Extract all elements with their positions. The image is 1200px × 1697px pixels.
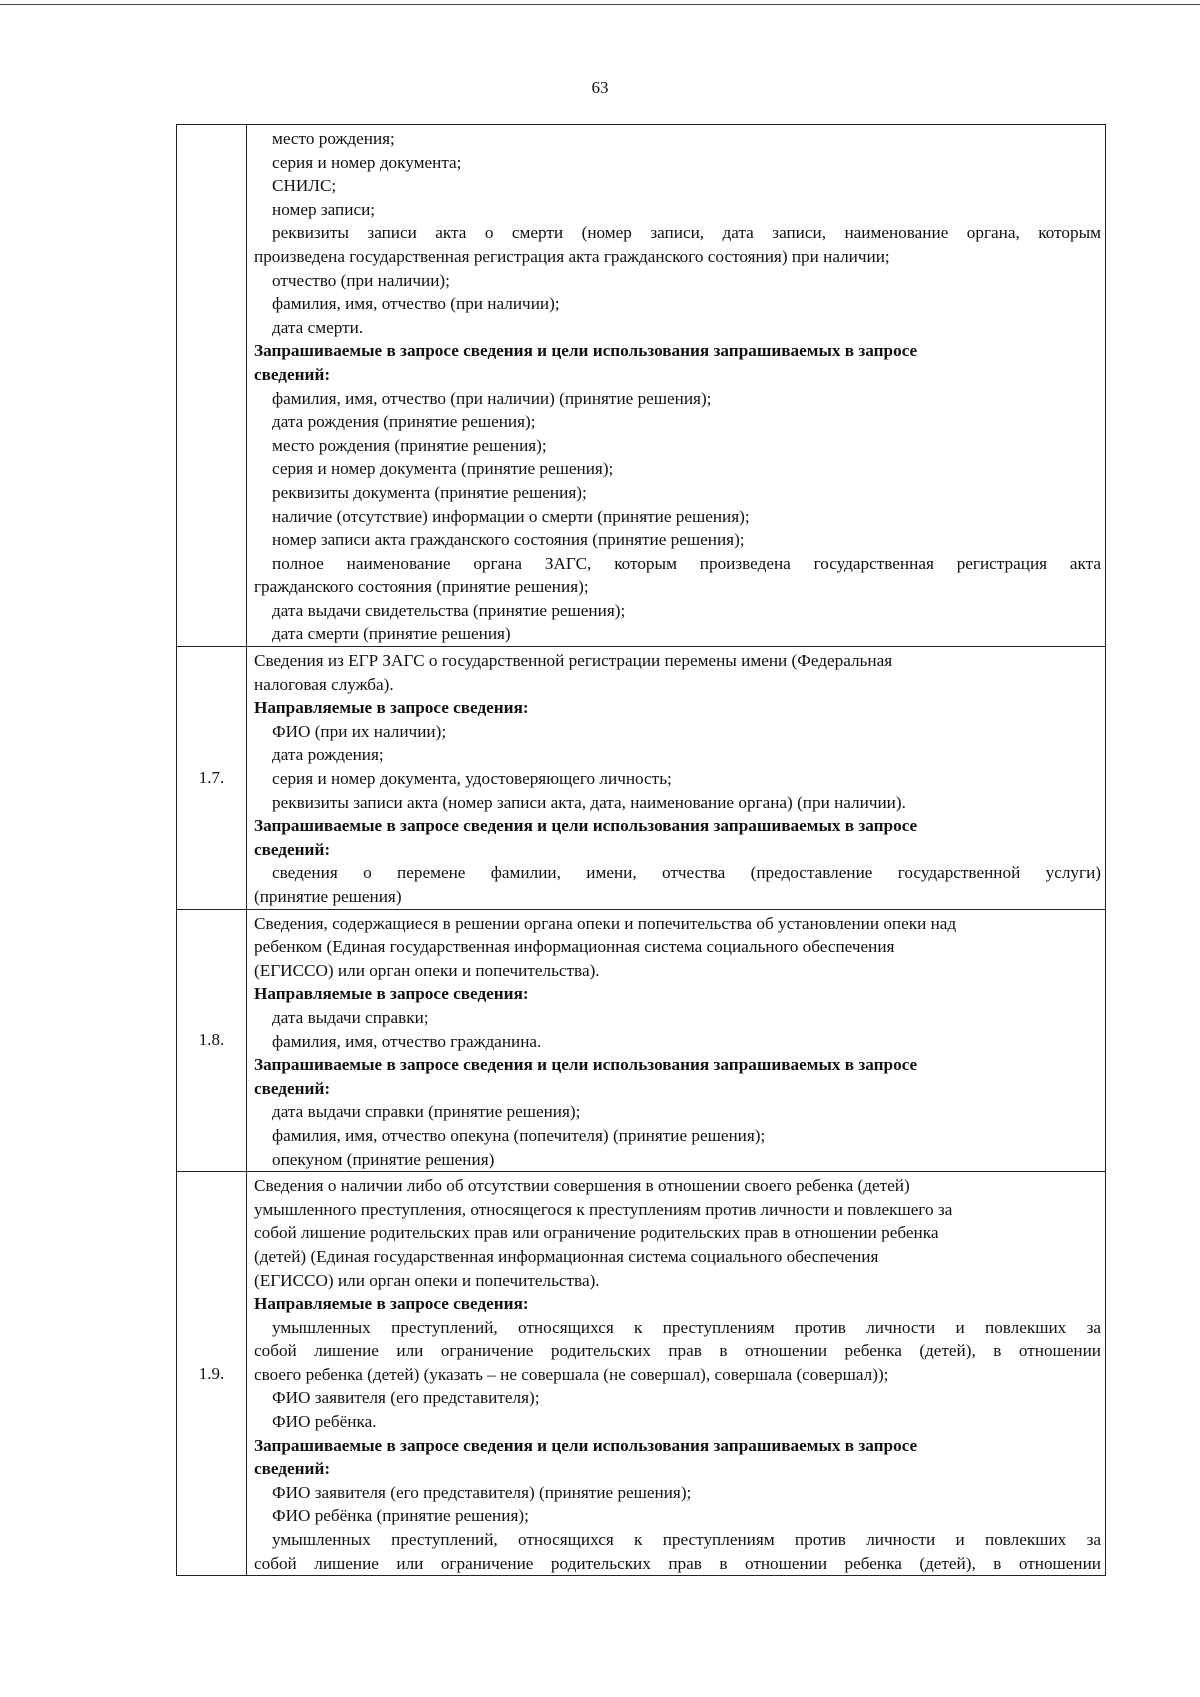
- text-line: СНИЛС;: [272, 176, 337, 196]
- text-line: ФИО (при их наличии);: [272, 721, 447, 741]
- section-heading: Направляемые в запросе сведения:: [254, 698, 529, 718]
- text-line: реквизиты документа (принятие решения);: [272, 482, 587, 502]
- section-heading: Запрашиваемые в запросе сведения и цели использования запрашиваемых в запросе: [254, 1055, 918, 1075]
- text-line: ФИО ребёнка.: [272, 1412, 377, 1432]
- text-line: собой лишение родительских прав или ограничение родительских прав в отношении ребенка: [254, 1223, 939, 1243]
- text-line: дата смерти (принятие решения): [272, 624, 511, 644]
- table-row: [177, 647, 1106, 910]
- text-line: ФИО ребёнка (принятие решения);: [272, 1506, 529, 1526]
- document-table: [176, 124, 1106, 1576]
- text-line: серия и номер документа, удостоверяющего личность;: [272, 769, 672, 789]
- text-line: фамилия, имя, отчество (при наличии) (принятие решения);: [272, 388, 712, 408]
- section-heading: сведений:: [254, 364, 331, 384]
- text-line: ребенком (Единая государственная информационная система социального обеспечения: [254, 937, 895, 957]
- row-number: 1.7.: [177, 647, 247, 910]
- text-line: номер записи акта гражданского состояния (принятие решения);: [272, 530, 745, 550]
- text-line: сведения о перемене фамилии, имени, отчества (предоставление государственной услуги): [272, 863, 1101, 883]
- text-line: серия и номер документа;: [272, 152, 462, 172]
- text-line: ФИО заявителя (его представителя) (принятие решения);: [272, 1482, 692, 1502]
- text-line: (ЕГИССО) или орган опеки и попечительства).: [254, 1270, 600, 1290]
- row-number: 1.9.: [177, 1172, 247, 1576]
- text-line: Сведения о наличии либо об отсутствии совершения в отношении своего ребенка (детей): [254, 1176, 910, 1196]
- text-line: фамилия, имя, отчество (при наличии);: [272, 294, 560, 314]
- text-line: опекуном (принятие решения): [272, 1149, 495, 1169]
- section-heading: Направляемые в запросе сведения:: [254, 984, 529, 1004]
- row-number: 1.8.: [177, 909, 247, 1172]
- row-content: [247, 647, 1106, 910]
- text-line: (детей) (Единая государственная информационная система социального обеспечения: [254, 1246, 879, 1266]
- text-line: номер записи;: [272, 199, 376, 219]
- section-heading: сведений:: [254, 1078, 331, 1098]
- page-number: 63: [591, 78, 609, 97]
- text-line: место рождения (принятие решения);: [272, 435, 547, 455]
- section-heading: сведений:: [254, 1459, 331, 1479]
- text-line: умышленных преступлений, относящихся к преступлениям против личности и повлекших за: [272, 1317, 1101, 1337]
- table-row: [177, 909, 1106, 1172]
- row-number: [177, 125, 247, 647]
- text-line: гражданского состояния (принятие решения);: [254, 577, 589, 597]
- text-line: фамилия, имя, отчество гражданина.: [272, 1031, 542, 1051]
- row-content: [247, 1172, 1106, 1576]
- text-line: своего ребенка (детей) (указать – не совершала (не совершал), совершала (совершал));: [254, 1364, 889, 1384]
- text-line: (ЕГИССО) или орган опеки и попечительства).: [254, 960, 600, 980]
- text-line: (принятие решения): [254, 887, 402, 906]
- table-row: [177, 125, 1106, 647]
- text-line: произведена государственная регистрация акта гражданского состояния) при наличии;: [254, 246, 890, 266]
- text-line: дата рождения (принятие решения);: [272, 412, 536, 432]
- row-content: [247, 909, 1106, 1172]
- text-line: полное наименование органа ЗАГС, которым произведена государственная регистрация акта: [272, 553, 1101, 573]
- text-line: фамилия, имя, отчество опекуна (попечителя) (принятие решения);: [272, 1125, 766, 1145]
- text-line: умышленного преступления, относящегося к преступлениям против личности и повлекшего за: [254, 1199, 953, 1219]
- text-line: ФИО заявителя (его представителя);: [272, 1388, 540, 1408]
- text-line: реквизиты записи акта (номер записи акта, дата, наименование органа) (при наличии).: [272, 792, 906, 812]
- text-line: налоговая служба).: [254, 674, 394, 694]
- text-line: собой лишение или ограничение родительских прав в отношении ребенка (детей), в отношении: [254, 1553, 1101, 1573]
- text-line: наличие (отсутствие) информации о смерти (принятие решения);: [272, 506, 750, 526]
- top-rule: [0, 4, 1200, 5]
- text-line: дата выдачи справки (принятие решения);: [272, 1102, 581, 1122]
- text-line: дата смерти.: [272, 317, 364, 337]
- text-line: отчество (при наличии);: [272, 270, 450, 290]
- table-row: [177, 1172, 1106, 1576]
- section-heading: сведений:: [254, 839, 331, 859]
- row-content: [247, 125, 1106, 647]
- section-heading: Запрашиваемые в запросе сведения и цели использования запрашиваемых в запросе: [254, 1435, 918, 1455]
- section-heading: Запрашиваемые в запросе сведения и цели использования запрашиваемых в запросе: [254, 816, 918, 836]
- text-line: Сведения из ЕГР ЗАГС о государственной регистрации перемены имени (Федеральная: [254, 651, 893, 671]
- section-heading: Направляемые в запросе сведения:: [254, 1294, 529, 1314]
- text-line: собой лишение или ограничение родительских прав в отношении ребенка (детей), в отношении: [254, 1341, 1101, 1361]
- text-line: серия и номер документа (принятие решения);: [272, 459, 614, 479]
- text-line: умышленных преступлений, относящихся к преступлениям против личности и повлекших за: [272, 1530, 1101, 1550]
- text-line: дата выдачи справки;: [272, 1007, 429, 1027]
- text-line: Сведения, содержащиеся в решении органа опеки и попечительства об установлении опеки над: [254, 913, 957, 933]
- text-line: место рождения;: [272, 129, 395, 148]
- text-line: дата рождения;: [272, 745, 384, 765]
- text-line: дата выдачи свидетельства (принятие решения);: [272, 600, 626, 620]
- text-line: реквизиты записи акта о смерти (номер записи, дата записи, наименование органа, которым: [272, 223, 1101, 243]
- section-heading: Запрашиваемые в запросе сведения и цели использования запрашиваемых в запросе: [254, 341, 918, 361]
